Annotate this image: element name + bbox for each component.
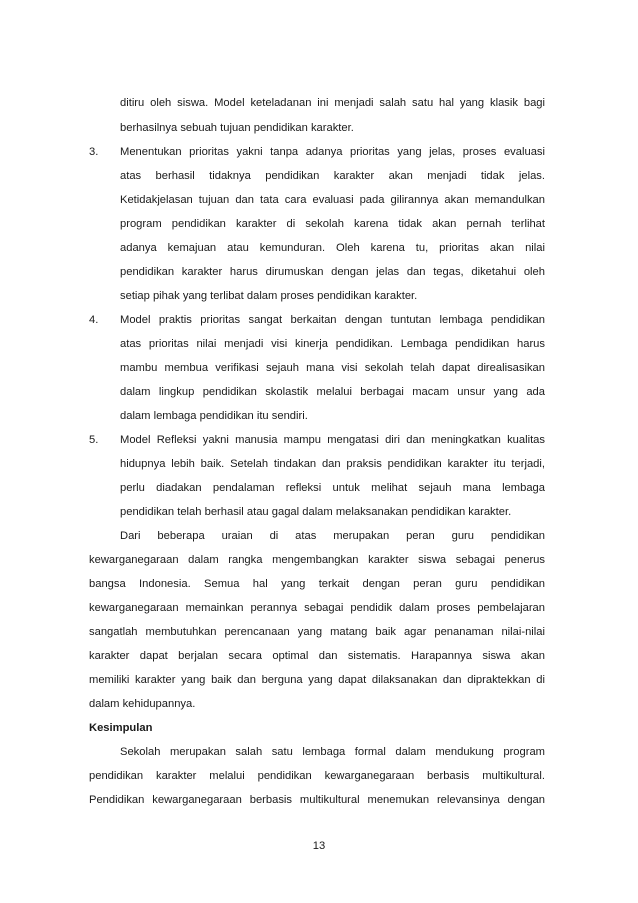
text-line: dalam lembaga pendidikan itu sendiri. bbox=[120, 410, 308, 422]
text-line: kewarganegaraan dalam rangka mengembangkan karakter siswa sebagai penerus bbox=[89, 554, 545, 566]
text-line: hidupnya lebih baik. Setelah tindakan dan praksis pendidikan karakter itu terjadi, bbox=[120, 458, 545, 470]
text-line: atas berhasil tidaknya pendidikan karakter akan menjadi tidak jelas. bbox=[120, 170, 545, 182]
text-line: adanya kemajuan atau kemunduran. Oleh karena tu, prioritas akan nilai bbox=[120, 242, 545, 254]
text-line: program pendidikan karakter di sekolah karena tidak akan pernah terlihat bbox=[120, 218, 545, 230]
text-line: dalam kehidupannya. bbox=[89, 698, 196, 710]
text-line: pendidikan telah berhasil atau gagal dalam melaksanakan pendidikan karakter. bbox=[120, 506, 512, 518]
text-line: Sekolah merupakan salah satu lembaga formal dalam mendukung program bbox=[120, 746, 545, 758]
text-line: sangatlah membutuhkan perencanaan yang matang baik agar penanaman nilai-nilai bbox=[89, 626, 545, 638]
text-line: bangsa Indonesia. Semua hal yang terkait dengan peran guru pendidikan bbox=[89, 578, 545, 590]
text-line: Pendidikan kewarganegaraan berbasis multikultural menemukan relevansinya dengan bbox=[89, 794, 545, 806]
list-number: 3. bbox=[89, 146, 99, 158]
text-line: karakter dapat berjalan secara optimal dan sistematis. Harapannya siswa akan bbox=[89, 650, 545, 662]
list-number: 4. bbox=[89, 314, 99, 326]
text-line: dalam lingkup pendidikan skolastik melalui berbagai macam unsur yang ada bbox=[120, 386, 545, 398]
text-line: Ketidakjelasan tujuan dan tata cara evaluasi pada gilirannya akan memandulkan bbox=[120, 194, 545, 206]
text-line: setiap pihak yang terlibat dalam proses pendidikan karakter. bbox=[120, 290, 418, 302]
text-line: Model Refleksi yakni manusia mampu mengatasi diri dan meningkatkan kualitas bbox=[120, 434, 545, 446]
page-number: 13 bbox=[312, 840, 326, 852]
text-line: kewarganegaraan memainkan perannya sebagai pendidik dalam proses pembelajaran bbox=[89, 602, 545, 614]
text-line: perlu diadakan pendalaman refleksi untuk melihat sejauh mana lembaga bbox=[120, 482, 545, 494]
text-line: mambu membua verifikasi sejauh mana visi sekolah telah dapat direalisasikan bbox=[120, 362, 545, 374]
text-line: pendidikan karakter harus dirumuskan dengan jelas dan tegas, diketahui oleh bbox=[120, 266, 545, 278]
text-line: pendidikan karakter melalui pendidikan kewarganegaraan berbasis multikultural. bbox=[89, 770, 545, 782]
text-line: Dari beberapa uraian di atas merupakan peran guru pendidikan bbox=[120, 530, 545, 542]
text-line: Model praktis prioritas sangat berkaitan dengan tuntutan lembaga pendidikan bbox=[120, 314, 545, 326]
text-line: ditiru oleh siswa. Model keteladanan ini menjadi salah satu hal yang klasik bagi bbox=[120, 97, 545, 109]
text-line: atas prioritas nilai menjadi visi kinerja pendidikan. Lembaga pendidikan harus bbox=[120, 338, 545, 350]
list-number: 5. bbox=[89, 434, 99, 446]
section-heading: Kesimpulan bbox=[89, 722, 153, 734]
text-line: Menentukan prioritas yakni tanpa adanya prioritas yang jelas, proses evaluasi bbox=[120, 146, 545, 158]
text-line: berhasilnya sebuah tujuan pendidikan karakter. bbox=[120, 122, 354, 134]
text-line: memiliki karakter yang baik dan berguna yang dapat dilaksanakan dan dipraktekkan di bbox=[89, 674, 545, 686]
